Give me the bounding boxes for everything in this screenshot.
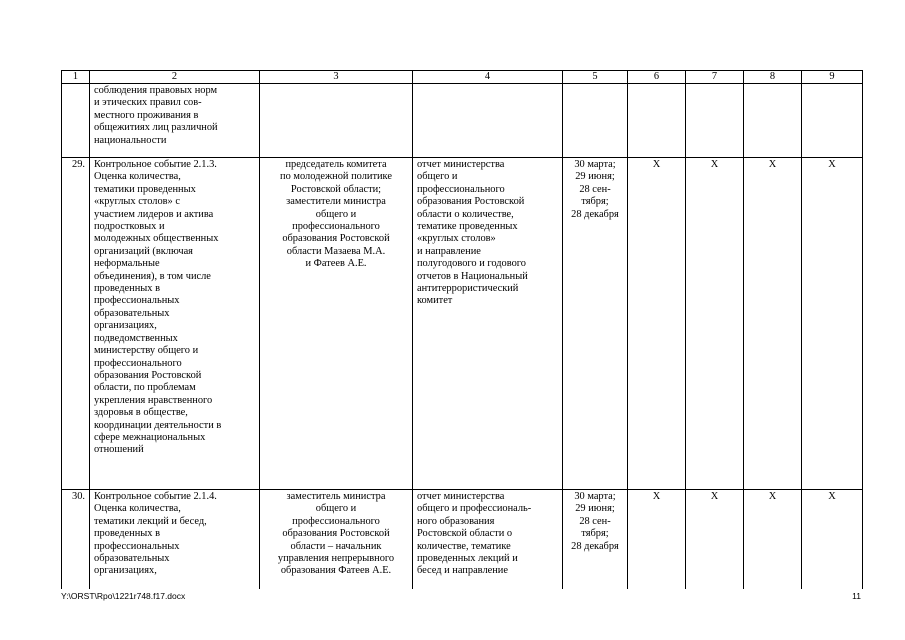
result-cell: отчет министерства общего и профессионального образования Ростовской области о количестве, тематике проведенных «круглых столов» и направление полугодового и годового отчетов в Национальный антитеррористический комитет	[413, 158, 563, 490]
mark-cell: X	[628, 490, 686, 589]
responsible-cell	[260, 84, 413, 158]
result-cell: отчет министерства общего и профессиональ- ного образования Ростовской области о количестве, тематике проведенных лекций и бесед и направление	[413, 490, 563, 589]
row-number: 29.	[62, 158, 90, 490]
header-cell: 8	[744, 71, 802, 84]
header-cell: 5	[563, 71, 628, 84]
table-row	[62, 490, 863, 589]
row-number	[62, 84, 90, 158]
header-cell: 3	[260, 71, 413, 84]
header-cell: 7	[686, 71, 744, 84]
mark-cell	[744, 84, 802, 158]
responsible-cell: председатель комитета по молодежной политике Ростовской области; заместители министра общего и профессионального образования Ростовской области Мазаева М.А. и Фатеев А.Е.	[260, 158, 413, 490]
header-cell: 4	[413, 71, 563, 84]
event-cell: соблюдения правовых норм и этических правил сов- местного проживания в общежитиях лиц различной национальности	[90, 84, 260, 158]
responsible-cell: заместитель министра общего и профессионального образования Ростовской области – начальник управления непрерывного образования Фатеев А.Е.	[260, 490, 413, 589]
dates-cell	[563, 84, 628, 158]
mark-cell	[802, 84, 863, 158]
row-number: 30.	[62, 490, 90, 589]
event-cell: Контрольное событие 2.1.3. Оценка количества, тематики проведенных «круглых столов» с участием лидеров и актива подростковых и молодежных общественных организаций (включая неформальные объединения), в том числе проведенных в профессиональных образовательных организациях, подведомственных министерству общего и профессионального образования Ростовской области, по проблемам укрепления нравственного здоровья в обществе, координации деятельности в сфере межнациональных отношений	[90, 158, 260, 490]
page-number: 11	[852, 591, 861, 601]
mark-cell: X	[686, 158, 744, 490]
header-cell: 9	[802, 71, 863, 84]
mark-cell: X	[628, 158, 686, 490]
header-cell: 1	[62, 71, 90, 84]
mark-cell	[628, 84, 686, 158]
dates-cell: 30 марта; 29 июня; 28 сен- тября; 28 декабря	[563, 490, 628, 589]
header-row	[62, 71, 863, 84]
table-row	[62, 84, 863, 158]
mark-cell: X	[802, 490, 863, 589]
table-row	[62, 158, 863, 490]
dates-cell: 30 марта; 29 июня; 28 сен- тября; 28 декабря	[563, 158, 628, 490]
mark-cell	[686, 84, 744, 158]
event-cell: Контрольное событие 2.1.4. Оценка количества, тематики лекций и бесед, проведенных в профессиональных образовательных организациях,	[90, 490, 260, 589]
header-cell: 2	[90, 71, 260, 84]
mark-cell: X	[686, 490, 744, 589]
file-path: Y:\ORST\Rpo\1221r748.f17.docx	[61, 591, 186, 601]
mark-cell: X	[802, 158, 863, 490]
mark-cell: X	[744, 490, 802, 589]
plan-table	[61, 70, 863, 589]
mark-cell: X	[744, 158, 802, 490]
header-cell: 6	[628, 71, 686, 84]
result-cell	[413, 84, 563, 158]
